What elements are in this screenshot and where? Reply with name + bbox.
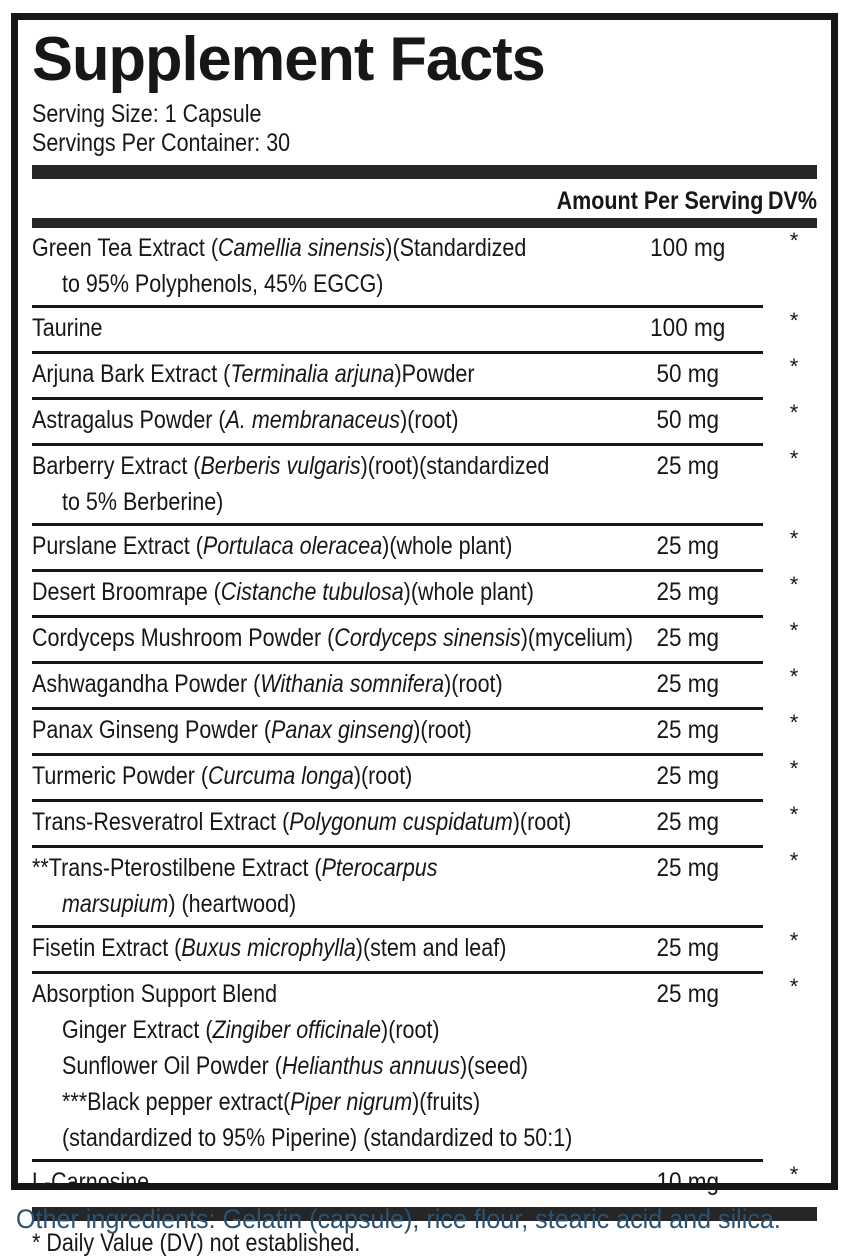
amount-per-serving-value: 25 mg — [656, 934, 720, 962]
ingredient-name: Fisetin Extract (Buxus microphylla)(stem and leaf) — [32, 934, 507, 962]
table-row — [32, 1162, 817, 1205]
binomial-name: Polygonum cuspidatum — [289, 808, 513, 836]
ingredient-name: Trans-Resveratrol Extract (Polygonum cuspidatum)(root) — [32, 808, 572, 836]
ingredient-name: Turmeric Powder (Curcuma longa)(root) — [32, 762, 413, 790]
dv-percent-value: * — [789, 228, 799, 253]
table-row — [32, 400, 817, 443]
ingredient-name: Astragalus Powder (A. membranaceus)(root) — [32, 406, 459, 434]
amount-per-serving-value: 100 mg — [650, 314, 726, 342]
dv-percent-value: * — [789, 848, 799, 873]
serving-size-text: Serving Size: 1 Capsule — [32, 100, 262, 128]
table-row — [32, 308, 817, 351]
ingredient-name: Ashwagandha Powder (Withania somnifera)(root) — [32, 670, 503, 698]
amount-per-serving-value: 25 mg — [656, 624, 720, 652]
ingredient-name: Arjuna Bark Extract (Terminalia arjuna)Powder — [32, 360, 475, 388]
table-row — [32, 928, 817, 971]
amount-per-serving-value: 25 mg — [656, 808, 720, 836]
table-row — [32, 710, 817, 753]
ingredient-name-continuation: to 5% Berberine) — [62, 488, 224, 516]
table-row — [32, 974, 817, 1159]
amount-per-serving-value: 50 mg — [656, 360, 720, 388]
servings-per-container-text: Servings Per Container: 30 — [32, 129, 291, 157]
binomial-name: Camellia sinensis — [218, 234, 386, 262]
amount-per-serving-value: 25 mg — [656, 532, 720, 560]
dv-percent-value: * — [789, 446, 799, 471]
ingredient-name: Cordyceps Mushroom Powder (Cordyceps sinensis)(mycelium) — [32, 624, 633, 652]
amount-per-serving-value: 100 mg — [650, 234, 726, 262]
dv-percent-value: * — [789, 308, 799, 333]
dv-percent-value: * — [789, 756, 799, 781]
binomial-name: Cistanche tubulosa — [220, 578, 404, 606]
table-row — [32, 572, 817, 615]
dv-percent-value: * — [789, 802, 799, 827]
table-row — [32, 664, 817, 707]
table-row — [32, 848, 817, 925]
binomial-name: marsupium — [62, 890, 169, 918]
amount-per-serving-value: 50 mg — [656, 406, 720, 434]
ingredient-name: Purslane Extract (Portulaca oleracea)(whole plant) — [32, 532, 513, 560]
ingredient-name: Panax Ginseng Powder (Panax ginseng)(root) — [32, 716, 472, 744]
other-ingredients-text: Other ingredients: Gelatin (capsule), rice flour, stearic acid and silica. — [16, 1204, 781, 1234]
amount-per-serving-header: Amount Per Serving — [556, 187, 763, 215]
amount-per-serving-value: 25 mg — [656, 980, 720, 1008]
servings-per-container — [32, 129, 817, 158]
table-row — [32, 446, 817, 523]
dv-percent-value: * — [789, 664, 799, 689]
binomial-name: Zingiber officinale — [212, 1016, 382, 1044]
page-title — [32, 20, 817, 100]
ingredient-name: Absorption Support Blend — [32, 980, 278, 1008]
ingredient-list — [32, 228, 817, 1205]
daily-value-footnote: * Daily Value (DV) not established. — [32, 1229, 361, 1257]
divider-bar-top — [32, 165, 817, 179]
binomial-name: A. membranaceus — [225, 406, 401, 434]
blend-ingredient-item: Sunflower Oil Powder (Helianthus annuus)(seed) — [62, 1052, 529, 1080]
page-title-text: Supplement Facts — [32, 25, 545, 94]
blend-ingredient-item: ***Black pepper extract(Piper nigrum)(fruits) — [62, 1088, 481, 1116]
dv-percent-value: * — [789, 618, 799, 643]
dv-percent-value: * — [789, 572, 799, 597]
ingredient-name: Green Tea Extract (Camellia sinensis)(Standardized to 95% Polyphenols, 45% EGCG) — [32, 230, 817, 302]
other-ingredients — [16, 1203, 836, 1235]
table-row — [32, 228, 817, 305]
blend-ingredient-item: Ginger Extract (Zingiber officinale)(root) — [62, 1016, 440, 1044]
table-row — [32, 354, 817, 397]
blend-ingredient-list — [32, 1012, 817, 1156]
ingredient-name: Barberry Extract (Berberis vulgaris)(root)(standardized to 5% Berberine) — [32, 448, 817, 520]
dv-percent-header: DV% — [768, 187, 817, 215]
binomial-name: Withania somnifera — [260, 670, 445, 698]
binomial-name: Panax ginseng — [271, 716, 414, 744]
binomial-name: Curcuma longa — [208, 762, 354, 790]
binomial-name: Buxus microphylla — [181, 934, 356, 962]
binomial-name: Terminalia arjuna — [230, 360, 395, 388]
column-header-row — [32, 186, 817, 218]
table-row — [32, 802, 817, 845]
ingredient-name: Taurine — [32, 314, 103, 342]
ingredient-name-continuation: marsupium) (heartwood) — [62, 890, 297, 918]
binomial-name: Pterocarpus — [321, 854, 438, 882]
table-row — [32, 756, 817, 799]
dv-percent-value: * — [789, 354, 799, 379]
ingredient-name: Desert Broomrape (Cistanche tubulosa)(whole plant) — [32, 578, 534, 606]
blend-ingredient-item: (standardized to 95% Piperine) (standardized to 50:1) — [62, 1124, 573, 1152]
binomial-name: Helianthus annuus — [281, 1052, 460, 1080]
dv-percent-value: * — [789, 974, 799, 999]
binomial-name: Cordyceps sinensis — [334, 624, 521, 652]
amount-per-serving-value: 25 mg — [656, 762, 720, 790]
table-row — [32, 526, 817, 569]
table-row — [32, 618, 817, 661]
dv-percent-value: * — [789, 526, 799, 551]
dv-percent-value: * — [789, 928, 799, 953]
amount-per-serving-value: 25 mg — [656, 578, 720, 606]
amount-per-serving-value: 25 mg — [656, 716, 720, 744]
ingredient-name-continuation: to 95% Polyphenols, 45% EGCG) — [62, 270, 384, 298]
serving-size — [32, 100, 817, 129]
binomial-name: Piper nigrum — [290, 1088, 413, 1116]
divider-bar-header — [32, 218, 817, 228]
amount-per-serving-value: 25 mg — [656, 854, 720, 882]
amount-per-serving-value: 10 mg — [656, 1168, 720, 1196]
amount-per-serving-value: 25 mg — [656, 452, 720, 480]
binomial-name: Portulaca oleracea — [202, 532, 383, 560]
ingredient-name: **Trans-Pterostilbene Extract (Pterocarpus marsupium) (heartwood) — [32, 850, 817, 922]
dv-percent-value: * — [789, 1162, 799, 1187]
binomial-name: Berberis vulgaris — [200, 452, 361, 480]
amount-per-serving-value: 25 mg — [656, 670, 720, 698]
dv-percent-value: * — [789, 400, 799, 425]
dv-percent-value: * — [789, 710, 799, 735]
ingredient-name: L-Carnosine — [32, 1168, 150, 1196]
